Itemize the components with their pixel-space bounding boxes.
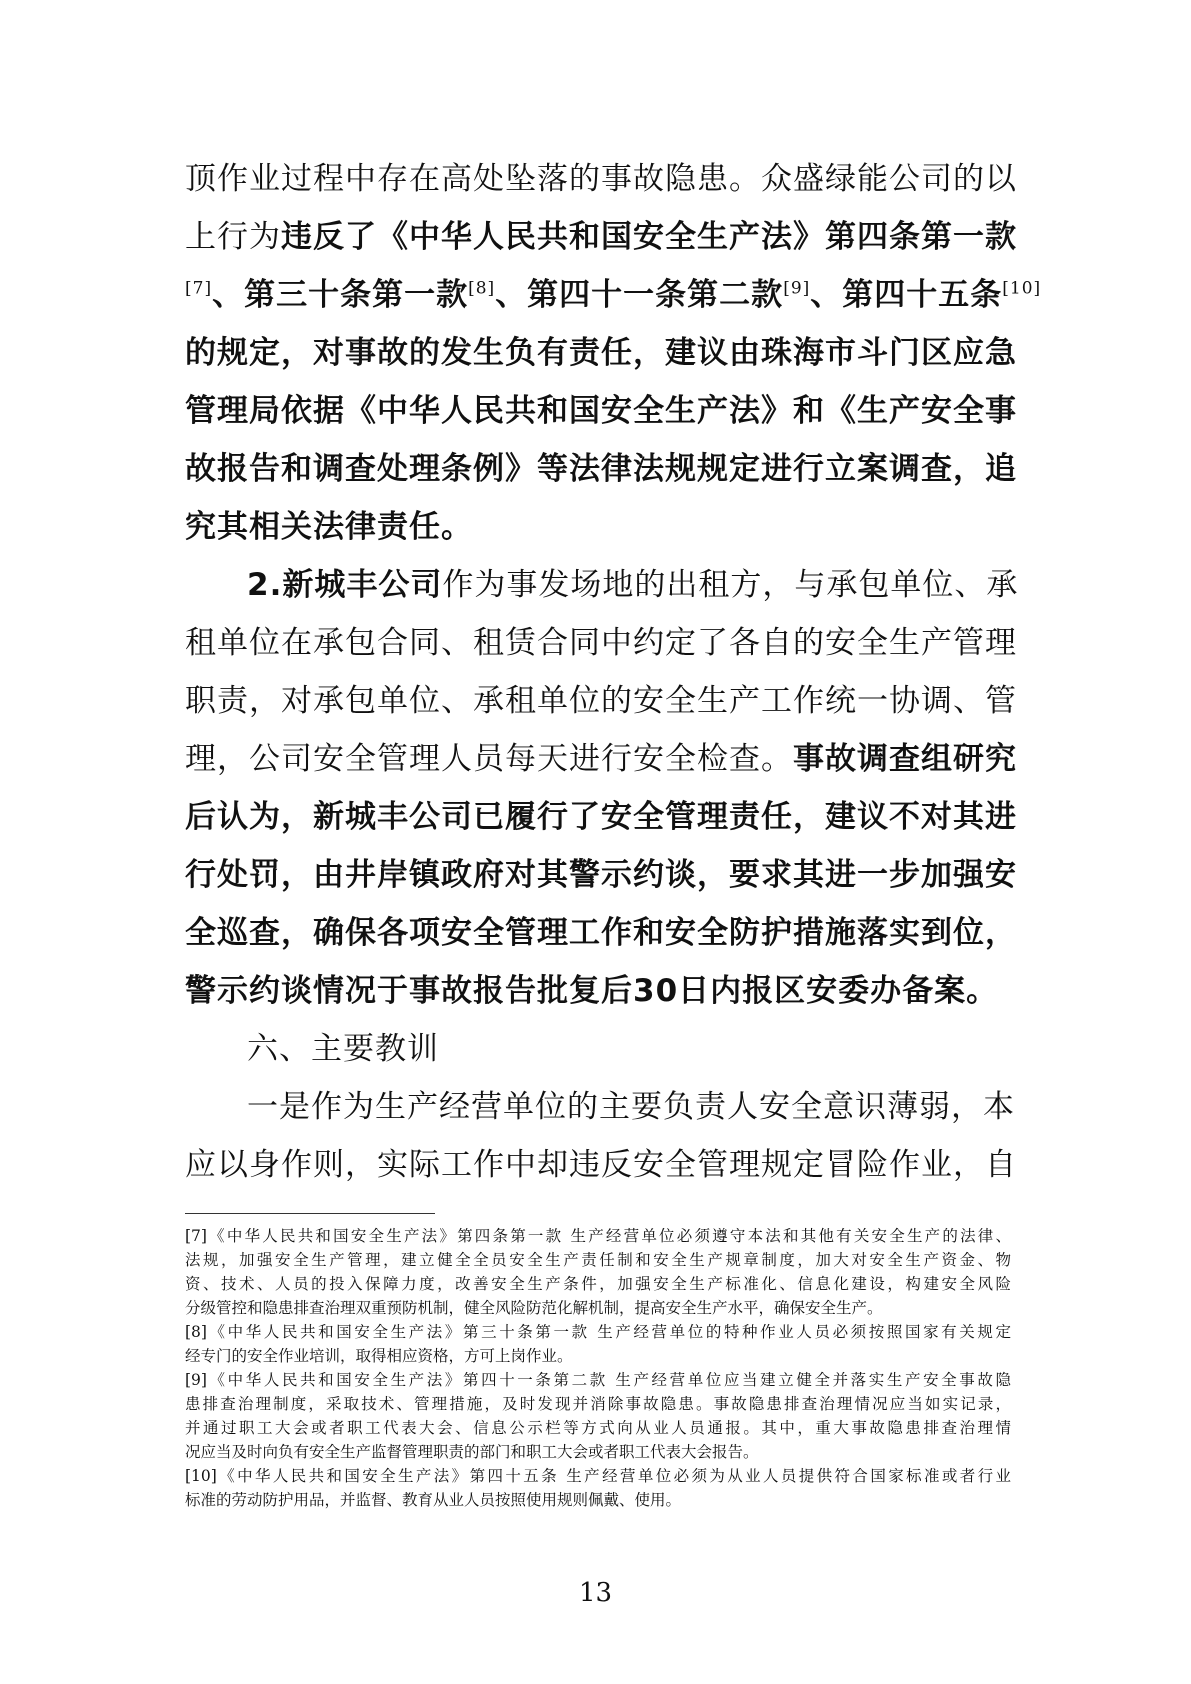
footnote-line: 标准的劳动防护用品，并监督、教育从业人员按照使用规则佩戴、使用。: [185, 1491, 682, 1509]
footnote-line: 资、技术、人员的投入保障力度，改善安全生产条件，加强安全生产标准化、信息化建设，构建安全风险: [185, 1275, 1011, 1293]
bold-text-run: 警示约谈情况于事故报告批复后30日内报区安委办备案。: [185, 973, 999, 1009]
bold-text-run: 后认为，新城丰公司已履行了安全管理责任，建议不对其进: [185, 799, 1017, 835]
bold-text-run: 违反了《中华人民共和国安全生产法》第四条第一款: [281, 219, 1017, 255]
text-line: [185, 730, 1017, 788]
text-line: [185, 904, 1017, 962]
text-line: [185, 440, 1017, 498]
text-line: [185, 1136, 1017, 1194]
text-line: [185, 150, 1017, 208]
footnote-line: [10]《中华人民共和国安全生产法》第四十五条 生产经营单位必须为从业人员提供符合国家标准或者行业: [185, 1467, 1011, 1485]
bold-text-run: 事故调查组研究: [793, 741, 1017, 777]
text-line: [185, 846, 1017, 904]
bold-text-run: 究其相关法律责任。: [185, 509, 473, 545]
footnote-line: 患排查治理制度，采取技术、管理措施，及时发现并消除事故隐患。事故隐患排查治理情况应当如实记录，: [185, 1395, 1011, 1413]
text-line: [185, 672, 1017, 730]
text-run: 一是作为生产经营单位的主要负责人安全意识薄弱，本: [247, 1089, 1015, 1125]
footnote-line: 经专门的安全作业培训，取得相应资格，方可上岗作业。: [185, 1347, 573, 1365]
text-run: 理，公司安全管理人员每天进行安全检查。: [185, 741, 793, 777]
footnote-separator: [185, 1213, 435, 1214]
text-line: [185, 382, 1017, 440]
text-line: [185, 614, 1017, 672]
text-line: [185, 962, 1011, 1020]
footnote-8: [185, 1320, 1011, 1368]
footnotes: [185, 1224, 1011, 1512]
text-run: 上行为: [185, 219, 281, 255]
footnote-line: [7]《中华人民共和国安全生产法》第四条第一款 生产经营单位必须遵守本法和其他有关安全生产的法律、: [185, 1227, 1011, 1245]
footnote-line: 法规，加强安全生产管理，建立健全全员安全生产责任制和安全生产规章制度，加大对安全生产资金、物: [185, 1251, 1011, 1269]
text-line: [185, 324, 1017, 382]
text-line: [185, 1078, 1015, 1136]
body-text: [185, 150, 1042, 1194]
bold-text-run: 全巡查，确保各项安全管理工作和安全防护措施落实到位，: [185, 915, 1017, 951]
bold-text-run: 、第四十五条: [810, 277, 1003, 313]
footnote-ref-8[interactable]: [8]: [468, 278, 496, 299]
bold-text-run: 2.新城丰公司: [247, 567, 443, 603]
footnote-line: [9]《中华人民共和国安全生产法》第四十一条第二款 生产经营单位应当建立健全并落实生产安全事故隐: [185, 1371, 1011, 1389]
bold-text-run: 的规定，对事故的发生负有责任，建议由珠海市斗门区应急: [185, 335, 1017, 371]
footnote-7: [185, 1224, 1011, 1320]
footnote-ref-9[interactable]: [9]: [783, 278, 811, 299]
section-heading: [185, 1020, 1011, 1078]
heading-text: 六、主要教训: [247, 1031, 439, 1067]
bold-text-run: 、第三十条第一款: [212, 277, 469, 313]
text-line: [185, 266, 1042, 324]
text-run: 职责，对承包单位、承租单位的安全生产工作统一协调、管: [185, 683, 1017, 719]
page-number: 13: [578, 1578, 613, 1608]
footnote-line: 况应当及时向负有安全生产监督管理职责的部门和职工大会或者职工代表大会报告。: [185, 1443, 759, 1461]
text-line: [185, 556, 1019, 614]
bold-text-run: 管理局依据《中华人民共和国安全生产法》和《生产安全事: [185, 393, 1017, 429]
footnote-line: 分级管控和隐患排查治理双重预防机制，健全风险防范化解机制，提高安全生产水平，确保安全生产。: [185, 1299, 883, 1317]
footnote-10: [185, 1464, 1011, 1512]
bold-text-run: 、第四十一条第二款: [495, 277, 784, 313]
footnote-9: [185, 1368, 1011, 1464]
footnote-line: 并通过职工大会或者职工代表大会、信息公示栏等方式向从业人员通报。其中，重大事故隐患排查治理情: [185, 1419, 1011, 1437]
text-run: 应以身作则，实际工作中却违反安全管理规定冒险作业，自: [185, 1147, 1017, 1183]
text-run: 作为事发场地的出租方，与承包单位、承: [442, 567, 1019, 603]
text-run: 顶作业过程中存在高处坠落的事故隐患。众盛绿能公司的以: [185, 161, 1017, 197]
text-line: [185, 498, 1011, 556]
bold-text-run: 行处罚，由井岸镇政府对其警示约谈，要求其进一步加强安: [185, 857, 1017, 893]
text-run: 租单位在承包合同、租赁合同中约定了各自的安全生产管理: [185, 625, 1017, 661]
footnote-ref-10[interactable]: [10]: [1002, 278, 1042, 299]
text-line: [185, 208, 1017, 266]
footnote-ref-7[interactable]: [7]: [185, 278, 213, 299]
text-line: [185, 788, 1017, 846]
footnote-line: [8]《中华人民共和国安全生产法》第三十条第一款 生产经营单位的特种作业人员必须按照国家有关规定: [185, 1323, 1011, 1341]
bold-text-run: 故报告和调查处理条例》等法律法规规定进行立案调查，追: [185, 451, 1017, 487]
